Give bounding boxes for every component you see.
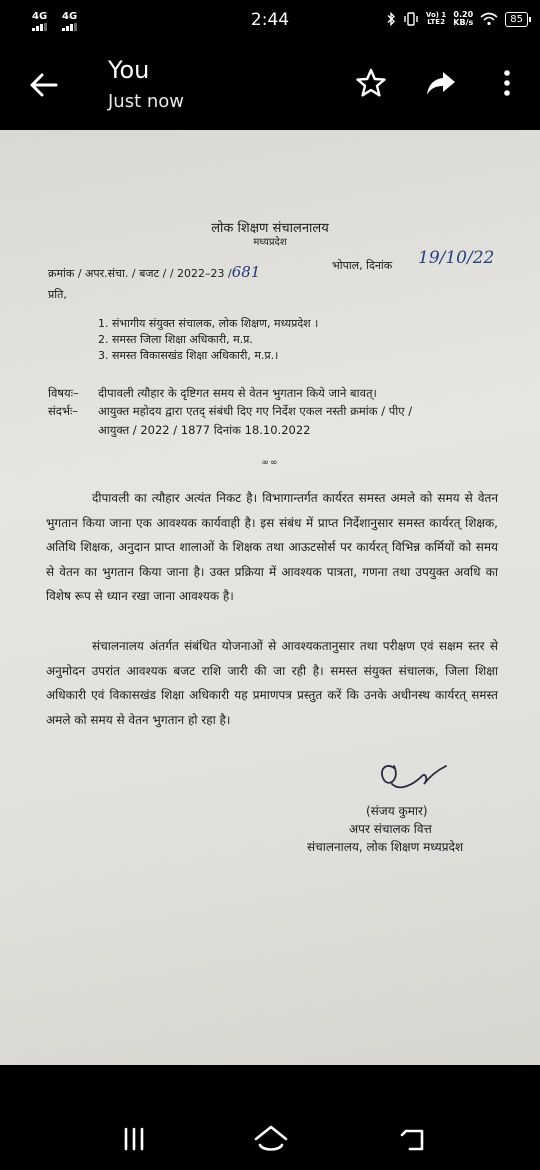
sent-time: Just now (108, 91, 185, 112)
network-speed: 0.20 KB/s (453, 10, 474, 27)
doc-header-state: मध्यप्रदेश (253, 237, 287, 248)
viewer-app-bar (0, 40, 540, 130)
battery-icon: 85 (505, 12, 528, 27)
network-type-2: 4G (62, 11, 78, 22)
volte-indicator: Vo) 1 LTE2 (425, 11, 447, 26)
recipient-item: 2. समस्त जिला शिक्षा अधिकारी, म.प्र. (98, 333, 253, 346)
recipient-item: 1. संभागीय संयुक्त संचालक, लोक शिक्षण, मध्यप्रदेश । (98, 317, 319, 330)
recents-lines-icon[interactable] (114, 1119, 154, 1159)
sender-name: You (108, 56, 150, 84)
subject-text: दीपावली त्यौहार के दृष्टिगत समय से वेतन भुगतान किये जाने बावत्। (98, 386, 377, 400)
reference-text-cont: आयुक्त / 2022 / 1877 दिनांक 18.10.2022 (98, 423, 311, 437)
wifi-icon (480, 12, 498, 26)
body-paragraph-1: दीपावली का त्यौहार अत्यंत निकट है। विभागान्तर्गत कार्यरत समस्त अमले को समय से वेतन भुगतान किया जाना एक आवश्यक कार्यवाही है। इस संबंध में प्राप्त निर्देशानुसार समस्त कार्यरत् शिक्षक, अतिथि शिक्षक, अनुदान प्राप्त शालाओं के शिक्षक तथा आऊटसोर्स पर कार्यरत् विभिन्न कर्मियों को समय से वेतन का भुगतान किया जाना है। उक्त प्रक्रिया में आवश्यक पात्रता, गणना तथा उपयुक्त अवधि का विशेष रूप से ध्यान रखा जाना आवश्यक है। (46, 491, 498, 603)
system-navigation-bar (0, 1065, 540, 1170)
body-paragraph-2: संचालनालय अंतर्गत संबंधित योजनाओं से आवश्यकतानुसार तथा परीक्षण एवं सक्षम स्तर से अनुमोदन उपरांत आवश्यक बजट राशि जारी की जा रही है। समस्त संयुक्त संचालक, जिला शिक्षा अधिकारी एवं विकासखंड शिक्षा अधिकारी यह प्रमाणपत्र प्रस्तुत करें कि उनके अधीनस्थ कार्यरत् समस्त अमले को समय से वेतन भुगतान हो रहा है। (46, 639, 498, 727)
arrow-left-icon[interactable] (26, 68, 60, 102)
bluetooth-icon (386, 12, 396, 26)
signatory-name: (संजय कुमार) (366, 804, 428, 818)
vibrate-icon (403, 12, 419, 26)
place-date-label: भोपाल, दिनांक (332, 259, 393, 272)
network-type-1: 4G (32, 11, 48, 22)
reference-label: संदर्भः– (48, 404, 79, 418)
handwritten-signature-icon (372, 754, 462, 806)
reference-text: आयुक्त महोदय द्वारा एतद् संबंधी दिए गए निर्देश एकल नस्ती क्रमांक / पीए / (98, 404, 413, 418)
image-view[interactable] (0, 130, 540, 1065)
recipient-item: 3. समस्त विकासखंड शिक्षा अधिकारी, म.प्र.। (98, 349, 279, 362)
status-time: 2:44 (250, 10, 290, 30)
more-vertical-icon[interactable] (490, 66, 524, 100)
share-arrow-icon[interactable] (424, 66, 458, 100)
doc-header-office: लोक शिक्षण संचालनालय (211, 221, 329, 236)
to-label: प्रति, (48, 288, 67, 301)
reference-number: क्रमांक / अपर.संचा. / बजट / / 2022–23 /681 (48, 263, 261, 281)
date-handwritten: 19/10/22 (418, 248, 495, 268)
signatory-designation: अपर संचालक वित्त (349, 822, 432, 836)
home-icon[interactable] (251, 1119, 291, 1159)
ref-number-handwritten: 681 (231, 263, 261, 281)
separator-mark: ∞∞ (261, 458, 279, 468)
document-page (0, 130, 540, 1065)
subject-label: विषयः– (48, 386, 79, 400)
star-outline-icon[interactable] (354, 66, 388, 100)
status-bar (0, 0, 540, 40)
signatory-department: संचालनालय, लोक शिक्षण मध्यप्रदेश (307, 840, 464, 854)
return-icon[interactable] (396, 1119, 436, 1159)
